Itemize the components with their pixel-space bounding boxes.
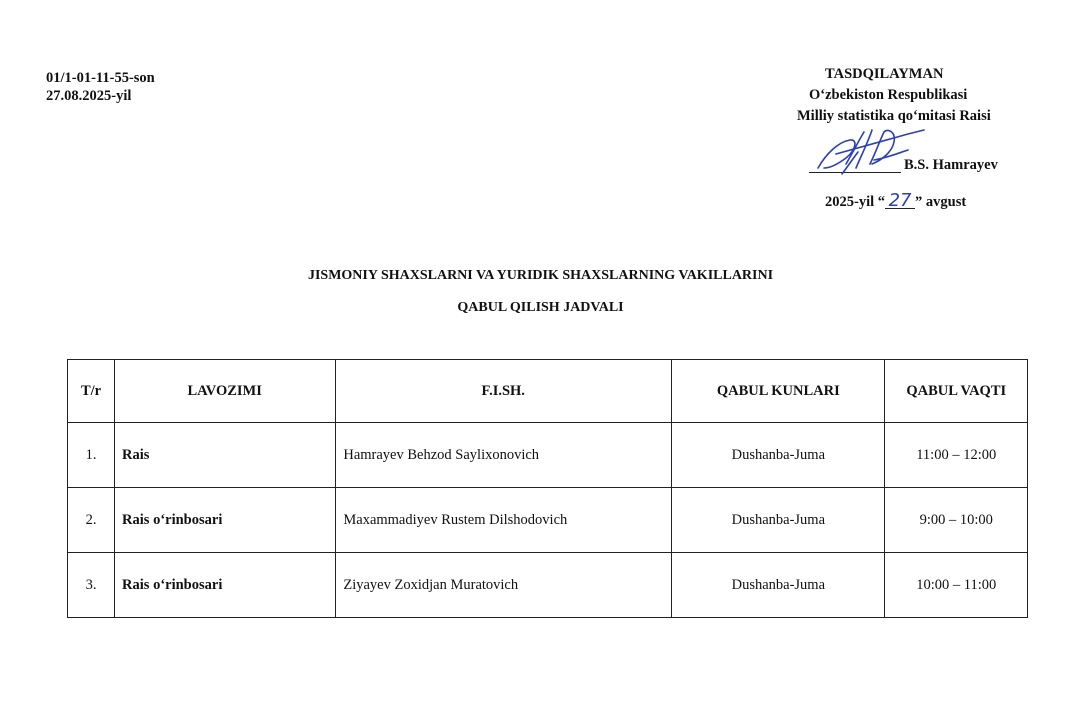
reference-number: 01/1-01-11-55-son [46, 70, 155, 86]
row-number: 1. [68, 423, 115, 488]
approval-day: 27 [885, 194, 915, 209]
reception-schedule-table [67, 359, 1028, 618]
row-full-name: Ziyayev Zoxidjan Muratovich [336, 553, 672, 618]
row-number: 3. [68, 553, 115, 618]
reference-date: 27.08.2025-yil [46, 88, 132, 104]
header-reception-days: QABUL KUNLARI [672, 360, 885, 423]
approval-date-suffix: ” avgust [915, 194, 967, 210]
approval-line-1: O‘zbekiston Respublikasi [809, 87, 968, 103]
row-full-name: Hamrayev Behzod Saylixonovich [336, 423, 672, 488]
header-full-name: F.I.SH. [336, 360, 672, 423]
row-reception-time: 11:00 – 12:00 [885, 423, 1028, 488]
row-reception-time: 9:00 – 10:00 [885, 488, 1028, 553]
approval-date [825, 192, 966, 213]
row-reception-days: Dushanba-Juma [672, 488, 885, 553]
signer-name: B.S. Hamrayev [904, 157, 998, 173]
approval-heading: TASDQILAYMAN [825, 66, 944, 82]
document-reference [46, 69, 155, 105]
header-reception-time: QABUL VAQTI [885, 360, 1028, 423]
header-number: T/r [68, 360, 115, 423]
row-position: Rais [115, 423, 336, 488]
row-reception-days: Dushanba-Juma [672, 423, 885, 488]
row-reception-time: 10:00 – 11:00 [885, 553, 1028, 618]
handwritten-signature [812, 124, 937, 186]
row-position: Rais o‘rinbosari [115, 488, 336, 553]
approval-line-2: Milliy statistika qo‘mitasi Raisi [797, 108, 991, 124]
document-title-line-1: JISMONIY SHAXSLARNI VA YURIDIK SHAXSLARNING VAKILLARINI [307, 268, 774, 283]
row-number: 2. [68, 488, 115, 553]
document-title-line-2: QABUL QILISH JADVALI [457, 300, 624, 315]
row-full-name: Maxammadiyev Rustem Dilshodovich [336, 488, 672, 553]
approval-date-prefix: 2025-yil “ [825, 194, 886, 210]
table-row [68, 488, 1028, 553]
header-position: LAVOZIMI [115, 360, 336, 423]
table-row [68, 423, 1028, 488]
table-header-row [68, 360, 1028, 423]
row-position: Rais o‘rinbosari [115, 553, 336, 618]
row-reception-days: Dushanba-Juma [672, 553, 885, 618]
table-row [68, 553, 1028, 618]
